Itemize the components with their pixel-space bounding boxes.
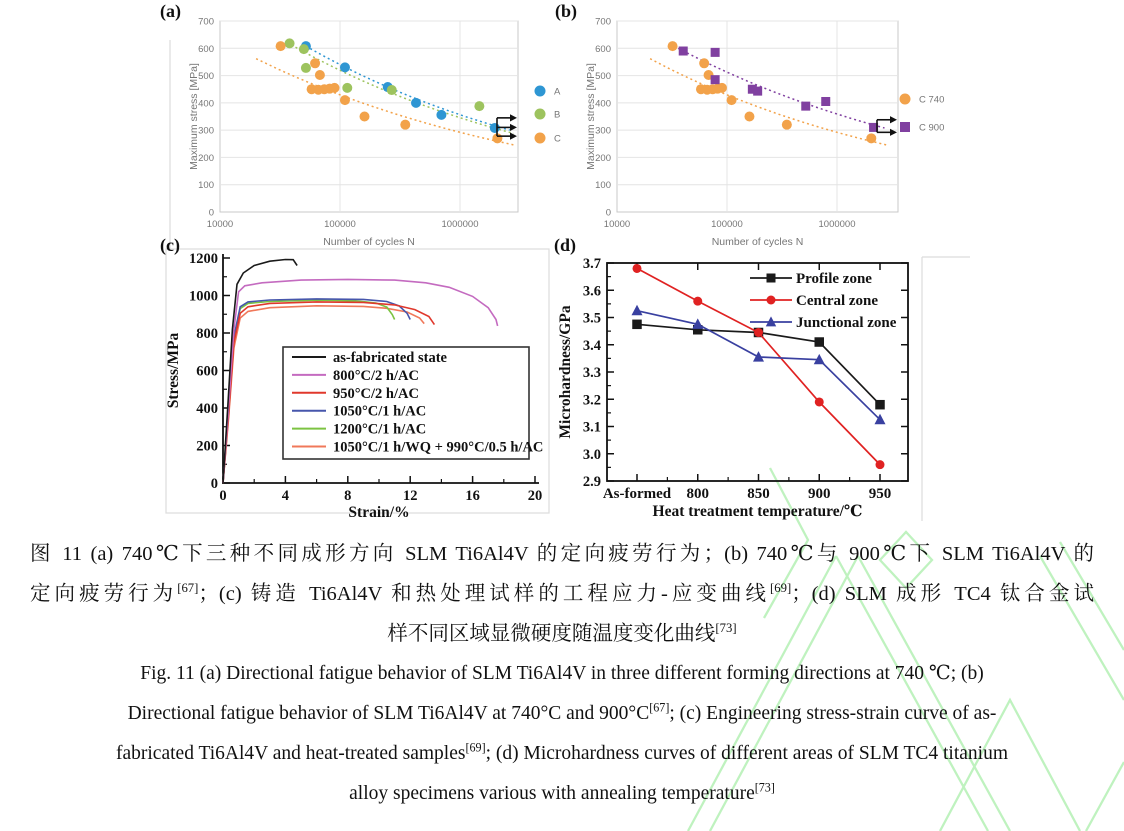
panel-label-b: (b) — [555, 1, 577, 21]
caption-text: fabricated Ti6Al4V and heat-treated samples — [116, 743, 466, 764]
x-tick-label: 100000 — [711, 219, 743, 230]
y-tick-label: 1200 — [189, 251, 218, 267]
panel-c-chart — [165, 251, 543, 521]
caption-text: Directional fatigue behavior of SLM Ti6Al4V at 740°C and 900°C — [127, 703, 650, 724]
y-tick-label: 200 — [196, 438, 218, 455]
legend-label: C — [554, 133, 561, 145]
y-tick-label: 700 — [198, 16, 214, 28]
caption-line-zh-1 — [0, 534, 1124, 574]
x-tick-label: 4 — [281, 488, 290, 504]
x-tick-label: 100000 — [324, 219, 356, 230]
caption-reference: [67] — [649, 700, 670, 715]
y-tick-label: 500 — [198, 71, 214, 83]
panel-label-d: (d) — [554, 235, 576, 255]
runout-arrows — [497, 114, 517, 139]
legend-label: 950°C/2 h/AC — [333, 385, 419, 402]
x-tick-label: 12 — [402, 488, 418, 504]
legend-label: Junctional zone — [796, 315, 897, 331]
y-tick-label: 0 — [208, 207, 214, 219]
y-tick-label: 300 — [595, 125, 611, 137]
y-tick-label: 100 — [198, 180, 214, 192]
figure-caption — [0, 534, 1124, 814]
y-axis-title: Maximum stress [MPa] — [585, 63, 597, 170]
caption-reference: [67] — [177, 581, 199, 596]
panel-label-c: (c) — [160, 235, 180, 255]
x-tick-label: 10000 — [206, 219, 234, 230]
legend-label: 800°C/2 h/AC — [333, 367, 419, 384]
y-axis-title: Stress/MPa — [165, 332, 182, 409]
x-tick-label: 10000 — [603, 219, 631, 230]
legend-label: B — [554, 109, 561, 121]
x-tick-label: 1000000 — [818, 219, 856, 230]
caption-line-en-1 — [0, 654, 1124, 694]
y-tick-label: 200 — [595, 152, 611, 164]
y-tick-label: 0 — [605, 207, 611, 219]
y-tick-label: 200 — [198, 152, 214, 164]
caption-line-en-4 — [0, 774, 1124, 814]
x-tick-label: 20 — [527, 488, 543, 504]
x-axis-title: Heat treatment temperature/℃ — [652, 503, 863, 520]
legend — [750, 271, 897, 331]
x-tick-label: 850 — [747, 486, 770, 502]
x-axis-title: Strain/% — [348, 504, 410, 521]
caption-line-en-2 — [0, 694, 1124, 734]
caption-text: ；(d) SLM 成形 TC4 钛合金试 — [791, 583, 1095, 605]
caption-line-zh-3 — [0, 614, 1124, 654]
y-tick-label: 3.2 — [582, 392, 601, 409]
y-tick-label: 3.6 — [582, 283, 601, 300]
panel-a-chart — [188, 17, 561, 249]
legend-label: 1200°C/1 h/AC — [333, 421, 427, 438]
legend-label: Central zone — [796, 293, 879, 309]
caption-line-en-3 — [0, 734, 1124, 774]
y-tick-label: 700 — [595, 16, 611, 28]
caption-text: 定向疲劳行为 — [30, 583, 178, 605]
legend-label: 1050°C/1 h/AC — [333, 403, 427, 420]
y-tick-label: 500 — [595, 71, 611, 83]
caption-text: 样不同区域显微硬度随温度变化曲线 — [387, 623, 716, 645]
y-tick-label: 800 — [196, 326, 218, 342]
y-tick-label: 600 — [198, 43, 214, 55]
panel-label-a: (a) — [160, 1, 181, 21]
caption-reference: [69] — [770, 581, 792, 596]
panel-d-chart — [557, 256, 908, 520]
y-tick-label: 400 — [595, 98, 611, 110]
caption-text: alloy specimens various with annealing temperature — [349, 783, 755, 804]
x-tick-label: 800 — [686, 486, 709, 502]
y-tick-label: 2.9 — [582, 474, 601, 490]
y-tick-label: 3.7 — [582, 256, 601, 272]
x-tick-label: 0 — [219, 488, 227, 504]
y-tick-label: 100 — [595, 180, 611, 192]
y-tick-label: 400 — [198, 98, 214, 110]
y-tick-label: 3.5 — [582, 310, 601, 327]
panel-b-chart — [585, 17, 944, 249]
legend-label: 1050°C/1 h/WQ + 990°C/0.5 h/AC — [333, 439, 544, 456]
caption-text: ; (c) Engineering stress-strain curve of as- — [669, 703, 997, 724]
legend — [535, 86, 562, 145]
legend-label: A — [554, 86, 561, 98]
legend — [900, 94, 945, 134]
x-tick-label: 16 — [465, 488, 480, 504]
caption-text: 图 11 (a) 740℃下三种不同成形方向 SLM Ti6Al4V 的定向疲劳行为；(b) 740℃与 900℃下 SLM Ti6Al4V 的 — [30, 543, 1094, 565]
legend-label: C 740 — [919, 94, 945, 106]
x-tick-label: 950 — [868, 486, 892, 502]
legend-label: C 900 — [919, 122, 945, 134]
caption-text: ；(c) 铸造 Ti6Al4V 和热处理试样的工程应力-应变曲线 — [198, 583, 771, 605]
caption-reference: [73] — [754, 780, 775, 795]
y-tick-label: 3.0 — [582, 446, 601, 463]
caption-line-zh-2 — [0, 574, 1124, 614]
caption-text: Fig. 11 (a) Directional fatigue behavior of SLM Ti6Al4V in three different forming directions at 740 ℃; (b) — [140, 663, 984, 684]
legend-label: Profile zone — [796, 271, 872, 287]
x-axis-title: Number of cycles N — [323, 236, 415, 248]
legend-label: as-fabricated state — [333, 350, 447, 366]
y-tick-label: 3.4 — [582, 337, 601, 354]
y-tick-label: 3.3 — [582, 365, 601, 381]
y-tick-label: 300 — [198, 125, 214, 137]
caption-reference: [73] — [715, 621, 737, 636]
x-axis-title: Number of cycles N — [711, 236, 804, 248]
y-tick-label: 600 — [196, 363, 218, 380]
y-axis-title: Maximum stress [MPa] — [188, 63, 200, 170]
y-tick-label: 0 — [210, 476, 218, 492]
caption-reference: [69] — [465, 740, 486, 755]
y-tick-label: 1000 — [189, 288, 218, 305]
y-tick-label: 3.1 — [582, 419, 601, 436]
legend — [283, 347, 543, 459]
x-tick-label: 900 — [808, 486, 831, 502]
caption-text: ; (d) Microhardness curves of different areas of SLM TC4 titanium — [485, 743, 1008, 764]
x-tick-label: 1000000 — [441, 219, 479, 230]
y-tick-label: 600 — [595, 43, 611, 55]
x-tick-label: As-formed — [602, 486, 672, 502]
y-axis-title: Microhardness/GPa — [557, 305, 574, 439]
x-tick-label: 8 — [344, 488, 352, 504]
y-tick-label: 400 — [196, 401, 218, 417]
